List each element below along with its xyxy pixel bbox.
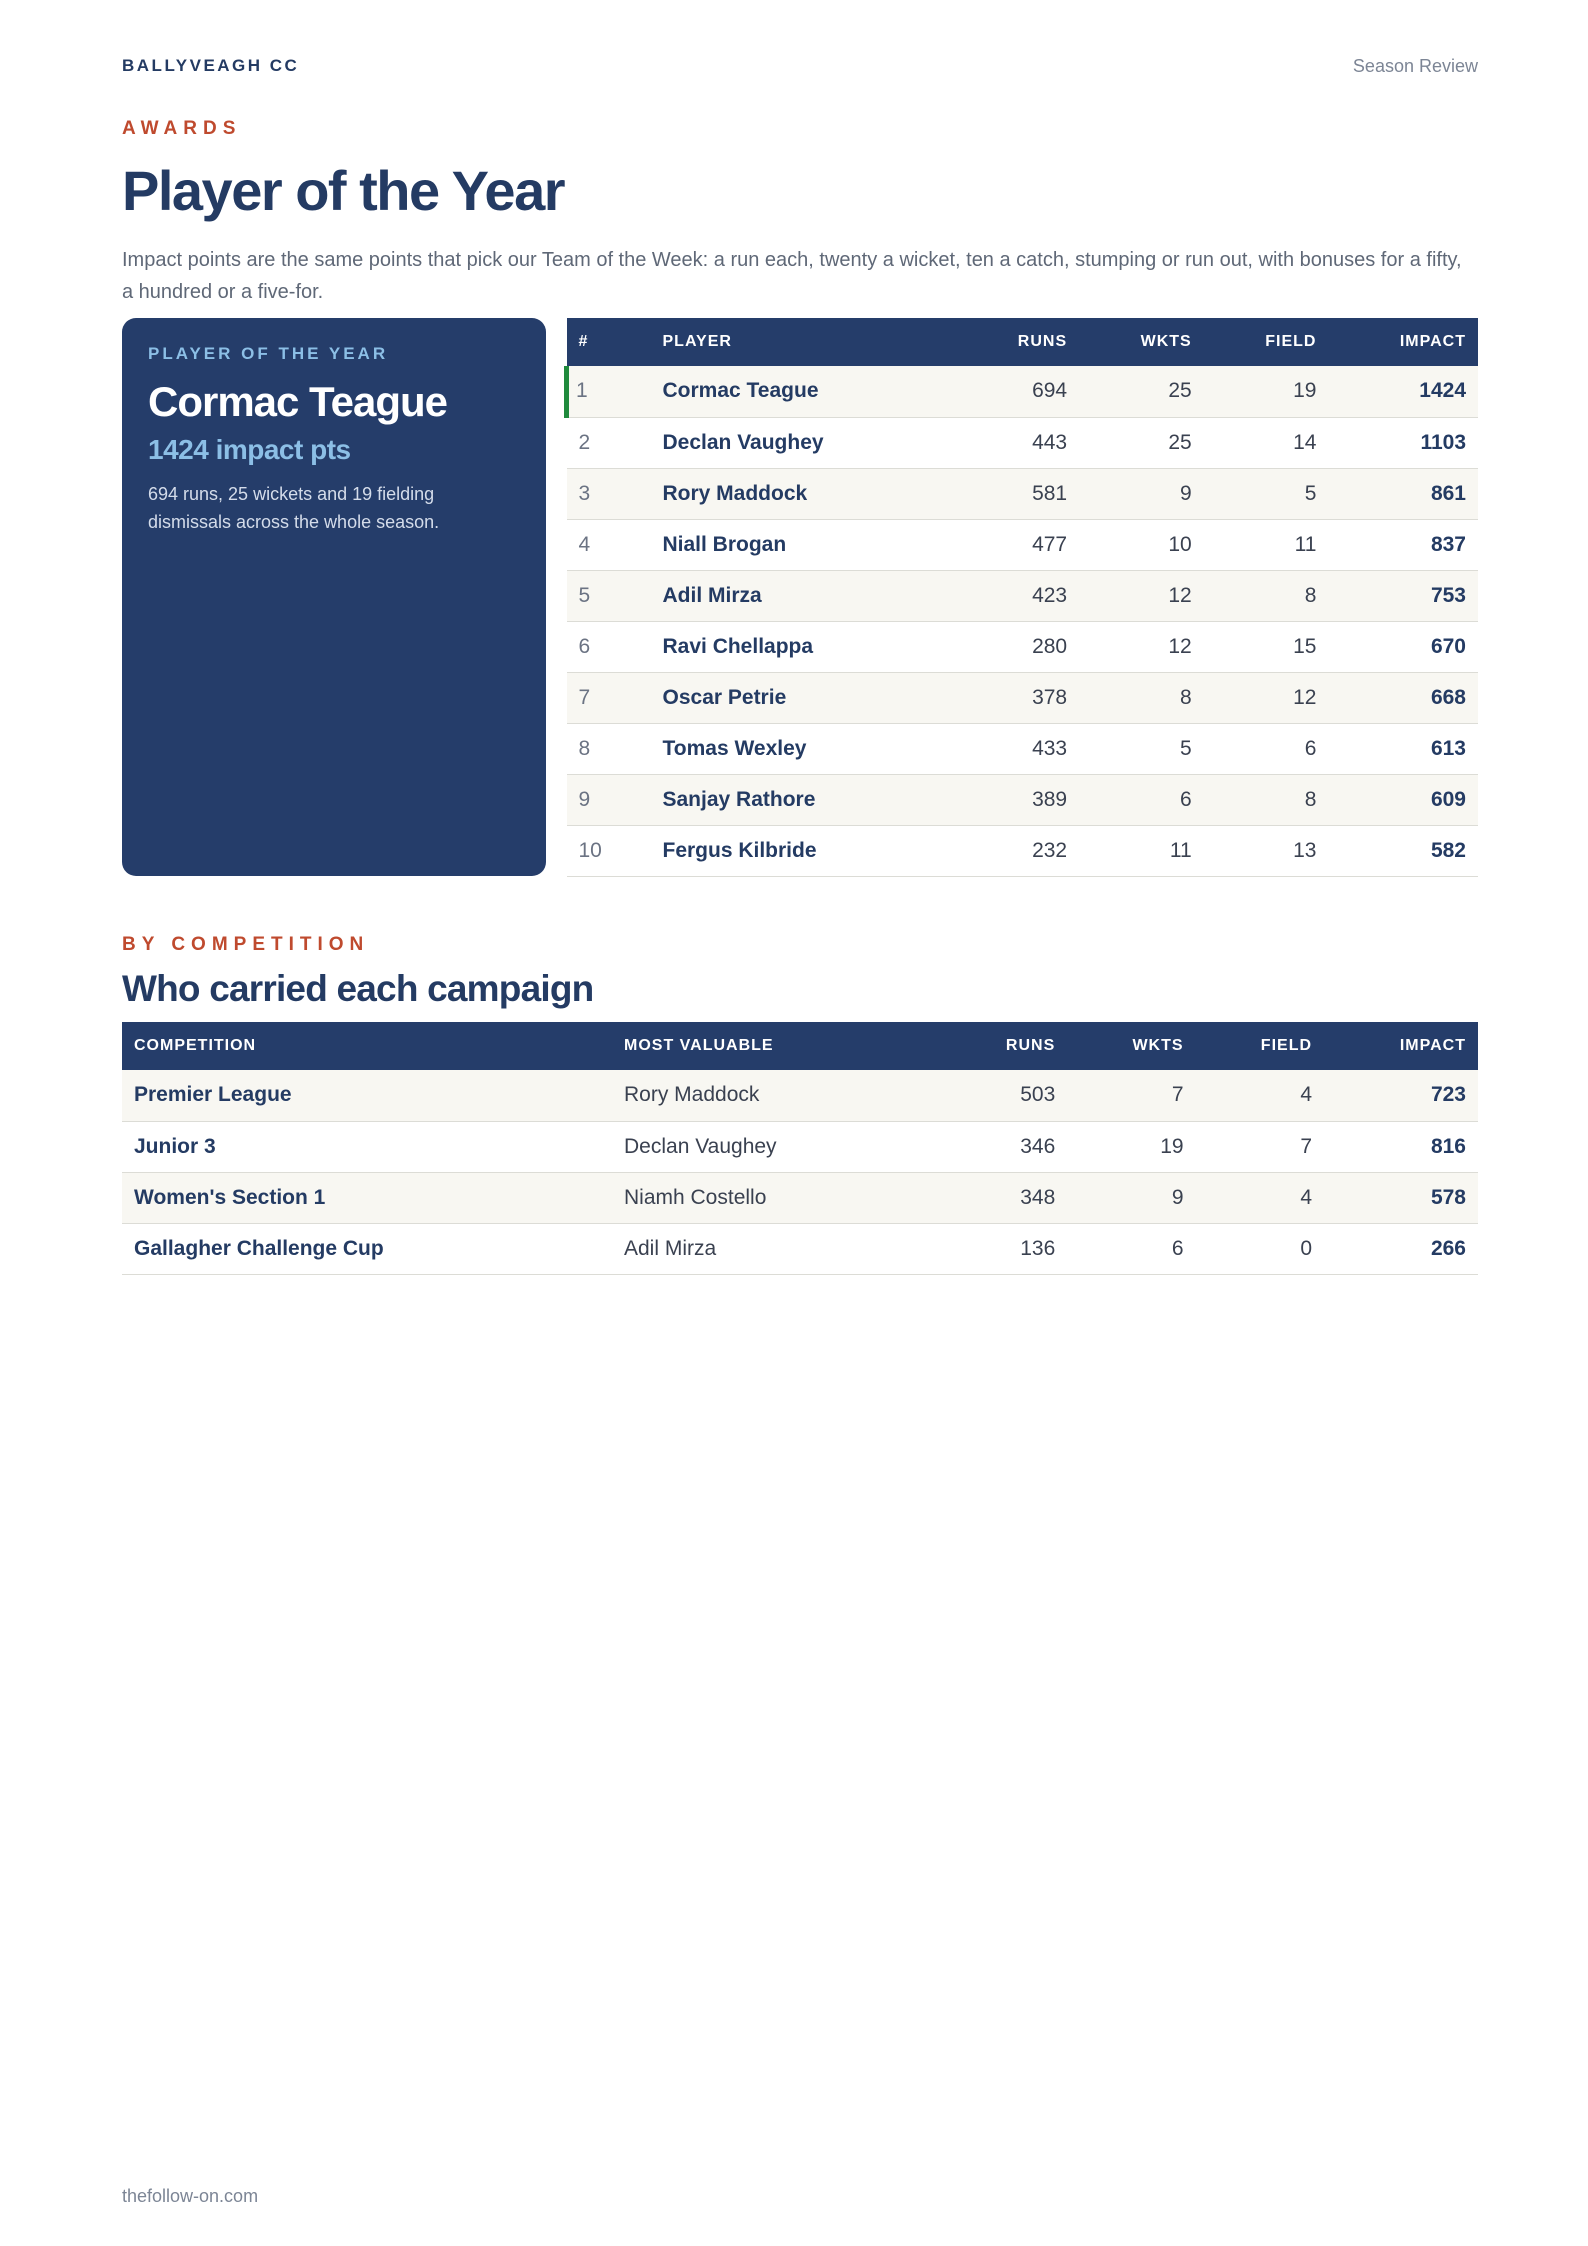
table-row (122, 1121, 1478, 1172)
wickets-cell: 19 (1067, 1121, 1195, 1172)
competition-title: Who carried each campaign (122, 968, 594, 1009)
wickets-cell: 12 (1079, 570, 1204, 621)
runs-cell: 694 (957, 366, 1079, 417)
fielding-cell: 11 (1204, 519, 1329, 570)
player-name-cell: Sanjay Rathore (651, 774, 958, 825)
runs-cell: 389 (957, 774, 1079, 825)
runs-cell: 136 (942, 1223, 1067, 1274)
runs-cell: 378 (957, 672, 1079, 723)
col-wkts-header: WKTS (1067, 1022, 1195, 1070)
player-name-cell: Rory Maddock (651, 468, 958, 519)
rank-cell: 9 (567, 774, 651, 825)
wickets-cell: 25 (1079, 417, 1204, 468)
table-row (567, 417, 1479, 468)
runs-cell: 581 (957, 468, 1079, 519)
competition-name-cell: Junior 3 (122, 1121, 612, 1172)
table-row (567, 468, 1479, 519)
impact-cell: 816 (1324, 1121, 1478, 1172)
impact-cell: 753 (1328, 570, 1478, 621)
impact-cell: 582 (1328, 825, 1478, 876)
impact-cell: 613 (1328, 723, 1478, 774)
table-row (567, 774, 1479, 825)
col-player-header: PLAYER (651, 318, 958, 366)
table-row (122, 1172, 1478, 1223)
fielding-cell: 8 (1204, 570, 1329, 621)
col-rank-header: # (567, 318, 651, 366)
impact-cell: 609 (1328, 774, 1478, 825)
page-title: Player of the Year (122, 159, 564, 222)
fielding-cell: 19 (1204, 366, 1329, 417)
col-runs-header: RUNS (942, 1022, 1067, 1070)
card-eyebrow: PLAYER OF THE YEAR (148, 344, 389, 363)
table-row (567, 366, 1479, 417)
fielding-cell: 8 (1204, 774, 1329, 825)
competition-name-cell: Gallagher Challenge Cup (122, 1223, 612, 1274)
impact-cell: 861 (1328, 468, 1478, 519)
player-name-cell: Fergus Kilbride (651, 825, 958, 876)
document-type: Season Review (1352, 56, 1478, 76)
table-header-row (567, 318, 1479, 366)
runs-cell: 280 (957, 621, 1079, 672)
wickets-cell: 12 (1079, 621, 1204, 672)
col-competition-header: COMPETITION (122, 1022, 612, 1070)
rank-cell: 3 (567, 468, 651, 519)
impact-cell: 723 (1324, 1070, 1478, 1121)
rank-cell: 10 (567, 825, 651, 876)
rank-cell: 8 (567, 723, 651, 774)
impact-cell: 1424 (1328, 366, 1478, 417)
competition-table (122, 1022, 1478, 1275)
impact-cell: 670 (1328, 621, 1478, 672)
col-impact-header: IMPACT (1328, 318, 1478, 366)
most-valuable-cell: Declan Vaughey (612, 1121, 942, 1172)
wickets-cell: 6 (1067, 1223, 1195, 1274)
competition-name-cell: Women's Section 1 (122, 1172, 612, 1223)
season-review-page (122, 0, 1478, 2246)
impact-cell: 837 (1328, 519, 1478, 570)
wickets-cell: 10 (1079, 519, 1204, 570)
card-impact-points: 1424 impact pts (148, 434, 351, 465)
table-header-row (122, 1022, 1478, 1070)
col-field-header: FIELD (1196, 1022, 1324, 1070)
table-row (567, 825, 1479, 876)
table-row (567, 519, 1479, 570)
runs-cell: 232 (957, 825, 1079, 876)
col-field-header: FIELD (1204, 318, 1329, 366)
fielding-cell: 0 (1196, 1223, 1324, 1274)
table-row (567, 570, 1479, 621)
wickets-cell: 5 (1079, 723, 1204, 774)
fielding-cell: 12 (1204, 672, 1329, 723)
player-name-cell: Niall Brogan (651, 519, 958, 570)
fielding-cell: 7 (1196, 1121, 1324, 1172)
player-name-cell: Adil Mirza (651, 570, 958, 621)
awards-eyebrow: AWARDS (122, 118, 242, 139)
fielding-cell: 5 (1204, 468, 1329, 519)
wickets-cell: 6 (1079, 774, 1204, 825)
runs-cell: 346 (942, 1121, 1067, 1172)
footer-site: thefollow-on.com (122, 2186, 259, 2206)
wickets-cell: 9 (1079, 468, 1204, 519)
wickets-cell: 25 (1079, 366, 1204, 417)
impact-cell: 266 (1324, 1223, 1478, 1274)
wickets-cell: 11 (1079, 825, 1204, 876)
fielding-cell: 13 (1204, 825, 1329, 876)
player-name-cell: Declan Vaughey (651, 417, 958, 468)
competition-eyebrow: BY COMPETITION (122, 934, 370, 955)
col-wkts-header: WKTS (1079, 318, 1204, 366)
runs-cell: 423 (957, 570, 1079, 621)
impact-cell: 668 (1328, 672, 1478, 723)
wickets-cell: 9 (1067, 1172, 1195, 1223)
player-name-cell: Tomas Wexley (651, 723, 958, 774)
most-valuable-cell: Adil Mirza (612, 1223, 942, 1274)
rank-cell: 7 (567, 672, 651, 723)
table-row (122, 1223, 1478, 1274)
player-of-year-table (564, 318, 1478, 877)
rank-cell: 1 (567, 366, 651, 417)
impact-cell: 578 (1324, 1172, 1478, 1223)
table-row (567, 621, 1479, 672)
table-row (122, 1070, 1478, 1121)
col-most-valuable-header: MOST VALUABLE (612, 1022, 942, 1070)
fielding-cell: 15 (1204, 621, 1329, 672)
most-valuable-cell: Niamh Costello (612, 1172, 942, 1223)
card-description: 694 runs, 25 wickets and 19 fielding dismissals across the whole season. (148, 484, 440, 532)
col-impact-header: IMPACT (1324, 1022, 1478, 1070)
player-name-cell: Cormac Teague (651, 366, 958, 417)
rank-cell: 5 (567, 570, 651, 621)
rank-cell: 2 (567, 417, 651, 468)
runs-cell: 477 (957, 519, 1079, 570)
runs-cell: 443 (957, 417, 1079, 468)
wickets-cell: 8 (1079, 672, 1204, 723)
rank-cell: 6 (567, 621, 651, 672)
wickets-cell: 7 (1067, 1070, 1195, 1121)
table-row (567, 723, 1479, 774)
top-bar (122, 56, 1478, 80)
runs-cell: 503 (942, 1070, 1067, 1121)
impact-cell: 1103 (1328, 417, 1478, 468)
player-name-cell: Oscar Petrie (651, 672, 958, 723)
fielding-cell: 6 (1204, 723, 1329, 774)
fielding-cell: 4 (1196, 1070, 1324, 1121)
intro-text: Impact points are the same points that pick our Team of the Week: a run each, twenty a wicket, ten a catch, stumping or run out, with bonuses for a fifty, a hundred or a five-for. (122, 249, 1462, 303)
col-runs-header: RUNS (957, 318, 1079, 366)
card-player-name: Cormac Teague (148, 378, 447, 425)
fielding-cell: 14 (1204, 417, 1329, 468)
runs-cell: 348 (942, 1172, 1067, 1223)
rank-cell: 4 (567, 519, 651, 570)
table-row (567, 672, 1479, 723)
most-valuable-cell: Rory Maddock (612, 1070, 942, 1121)
runs-cell: 433 (957, 723, 1079, 774)
player-name-cell: Ravi Chellappa (651, 621, 958, 672)
player-of-year-card (122, 318, 546, 876)
club-brand: BALLYVEAGH CC (122, 56, 300, 75)
fielding-cell: 4 (1196, 1172, 1324, 1223)
competition-name-cell: Premier League (122, 1070, 612, 1121)
